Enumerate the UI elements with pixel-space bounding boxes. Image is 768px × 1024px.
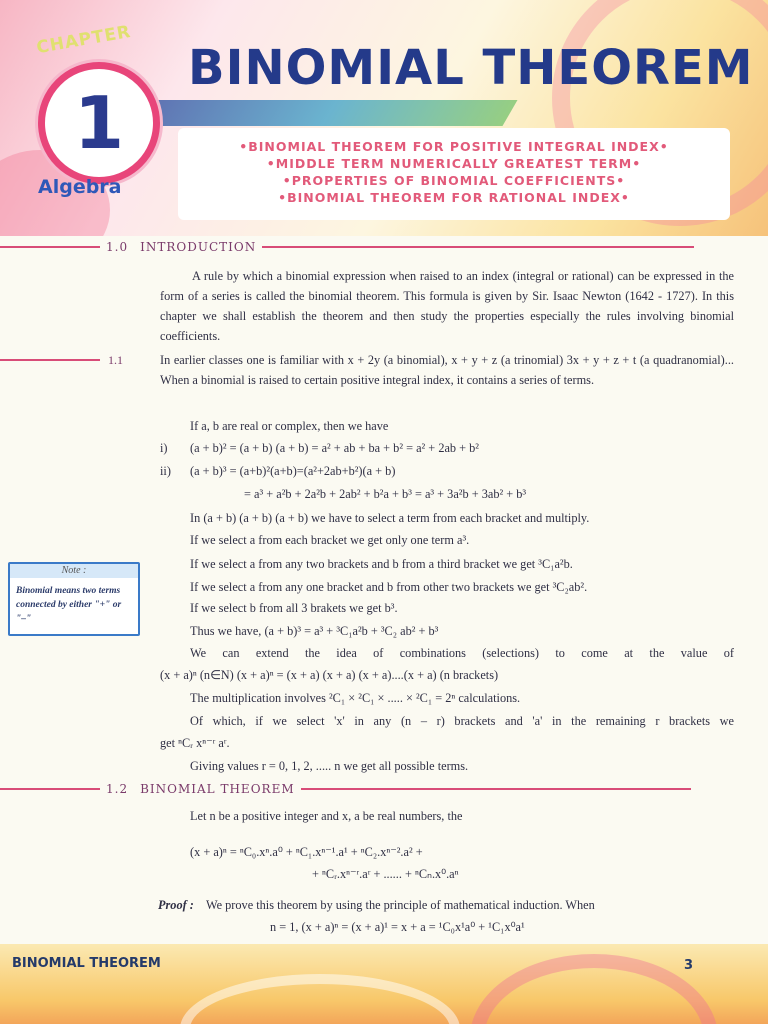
topic-item: •BINOMIAL THEOREM FOR POSITIVE INTEGRAL INDEX• xyxy=(239,139,669,154)
text-line: If a, b are real or complex, then we have xyxy=(190,419,389,433)
list-label: ii) xyxy=(160,464,171,478)
equation: (x + a)ⁿ (n∈N) (x + a)ⁿ = (x + a) (x + a) (x + a)....(x + a) (n brackets) xyxy=(160,668,499,682)
page-footer xyxy=(0,944,768,1024)
footer-title: BINOMIAL THEOREM xyxy=(12,956,161,971)
divider xyxy=(0,788,100,790)
text-line: get ⁿCᵣ xⁿ⁻ʳ aʳ. xyxy=(160,736,230,750)
note-text: Binomial means two terms connected by either "+" or "–" xyxy=(16,586,122,624)
section-marker-1-1 xyxy=(0,353,123,367)
text-line: We prove this theorem by using the principle of mathematical induction. When xyxy=(206,898,595,912)
decorative-swirl xyxy=(180,974,460,1024)
text-line: Giving values r = 0, 1, 2, ..... n we get all possible terms. xyxy=(190,759,469,773)
text-line: If we select a from any two brackets and b from a third bracket we get ³C₁a²b. xyxy=(190,557,573,571)
equation: = a³ + a²b + 2a²b + 2ab² + b²a + b³ = a³ + 3a²b + 3ab² + b³ xyxy=(244,487,527,501)
equation: (a + b)³ = (a+b)²(a+b)=(a²+2ab+b²)(a + b) xyxy=(190,464,396,478)
subject-label: Algebra xyxy=(38,176,122,198)
section-number: 1.0 xyxy=(106,240,129,254)
section-number: 1.2 xyxy=(106,782,129,796)
page-title: BINOMIAL THEOREM xyxy=(188,40,754,96)
text-line: If we select a from each bracket we get only one term a³. xyxy=(190,533,470,547)
text-line: Of which, if we select 'x' in any (n – r) brackets and 'a' in the remaining r brackets we xyxy=(190,714,734,728)
page-number: 3 xyxy=(684,958,694,973)
text-line: Let n be a positive integer and x, a be real numbers, the xyxy=(190,809,463,823)
divider xyxy=(0,359,100,361)
chapter-word: CHAPTER xyxy=(34,21,133,59)
chapter-number: 1 xyxy=(73,81,125,165)
equation: Thus we have, (a + b)³ = a³ + ³C₁a²b + ³C₂ ab² + b³ xyxy=(190,624,439,638)
formula: + ⁿCᵣ.xⁿ⁻ʳ.aʳ + ...... + ⁿCₙ.x⁰.aⁿ xyxy=(312,867,459,881)
section-title: INTRODUCTION xyxy=(140,240,257,254)
section-heading-binomial-theorem xyxy=(0,782,740,796)
divider xyxy=(0,246,100,248)
formula: (x + a)ⁿ = ⁿC₀.xⁿ.a⁰ + ⁿC₁.xⁿ⁻¹.a¹ + ⁿC₂.xⁿ⁻².a² + xyxy=(190,845,423,859)
topics-box xyxy=(178,128,730,220)
section-heading-intro xyxy=(0,240,740,254)
proof-label: Proof : xyxy=(158,898,194,912)
topic-item: •MIDDLE TERM NUMERICALLY GREATEST TERM• xyxy=(266,156,642,171)
text-line: The multiplication involves ²C₁ × ²C₁ × ..... × ²C₁ = 2ⁿ calculations. xyxy=(190,691,521,705)
text-line: If we select b from all 3 brakets we get b³. xyxy=(190,601,398,615)
section-number: 1.1 xyxy=(108,352,123,367)
text-line: In (a + b) (a + b) (a + b) we have to select a term from each bracket and multiply. xyxy=(190,511,590,525)
divider xyxy=(262,246,694,248)
list-label: i) xyxy=(160,441,168,455)
decorative-streak xyxy=(142,100,517,126)
equation: (a + b)² = (a + b) (a + b) = a² + ab + ba + b² = a² + 2ab + b² xyxy=(190,441,479,455)
chapter-header xyxy=(0,0,768,236)
decorative-swirl xyxy=(470,954,718,1024)
note-title: Note : xyxy=(10,564,138,578)
intro-paragraph: A rule by which a binomial expression when raised to an index (integral or rational) can be expressed in the form of a series is called the binomial theorem. This formula is given by Sir. Isaac Newton (1642 - 1727). In this chapter we shall establish the theorem and then study the properties especially the rules involving binomial coefficients. xyxy=(160,269,734,343)
section-title: BINOMIAL THEOREM xyxy=(140,782,295,796)
note-box xyxy=(8,562,140,636)
divider xyxy=(301,788,691,790)
text-line: If we select a from any one bracket and b from other two brackets we get ³C₂ab². xyxy=(190,580,588,594)
chapter-number-badge xyxy=(38,62,160,184)
text-line: We can extend the idea of combinations (selections) to come at the value of xyxy=(190,646,734,660)
topic-item: •PROPERTIES OF BINOMIAL COEFFICIENTS• xyxy=(282,173,626,188)
equation: n = 1, (x + a)ⁿ = (x + a)¹ = x + a = ¹C₀x¹a⁰ + ¹C₁x⁰a¹ xyxy=(270,920,525,934)
section-1-1-paragraph: In earlier classes one is familiar with x + 2y (a binomial), x + y + z (a trinomial) 3x + y + z + t (a quadranomial)... When a binomial is raised to certain positive integral index, it contains a series of terms. xyxy=(160,353,734,387)
topic-item: •BINOMIAL THEOREM FOR RATIONAL INDEX• xyxy=(278,190,630,205)
